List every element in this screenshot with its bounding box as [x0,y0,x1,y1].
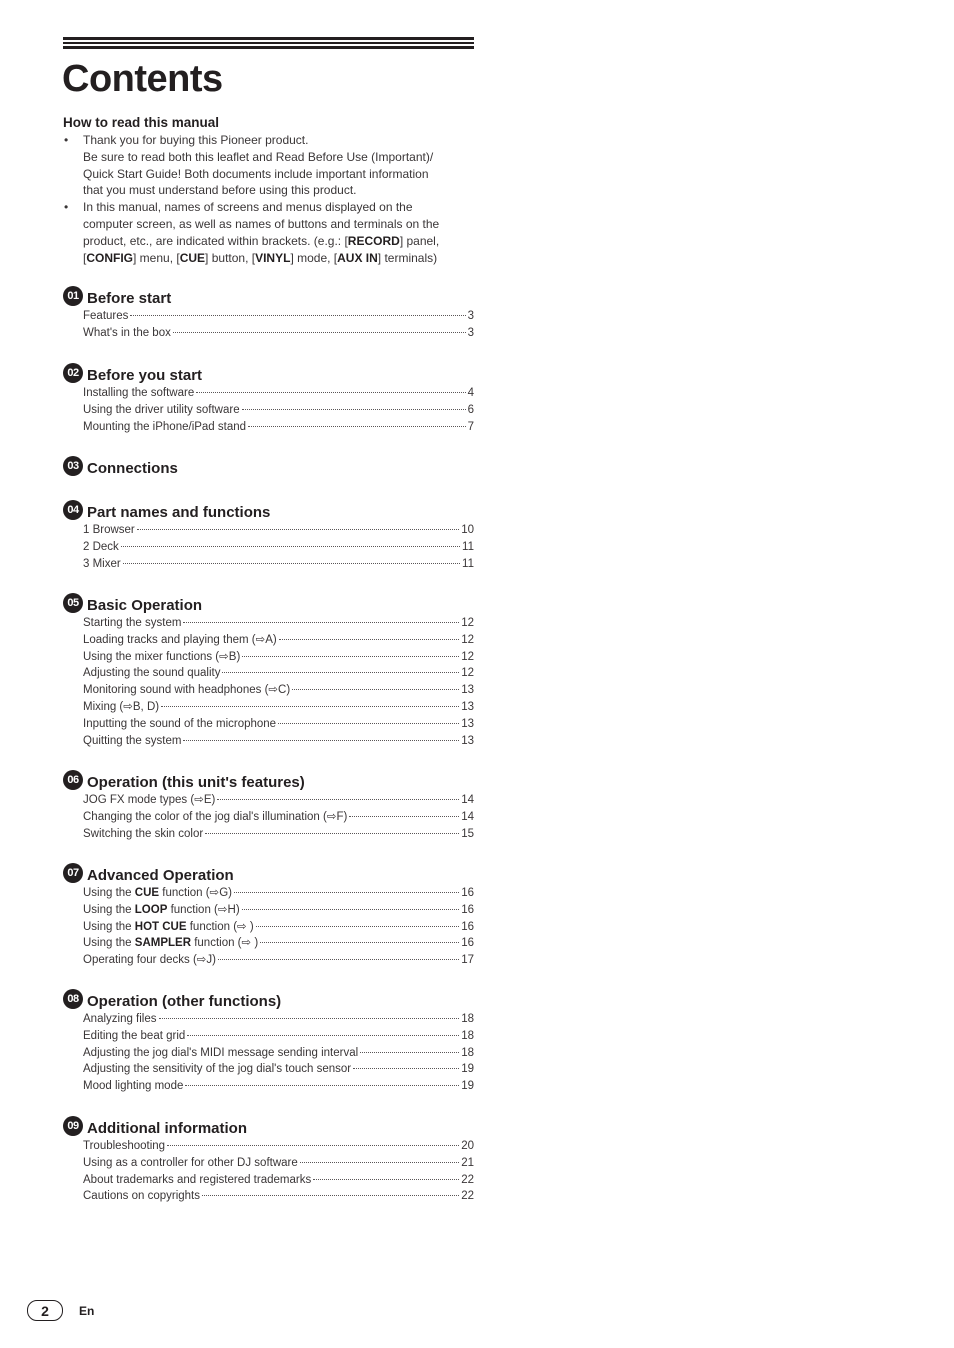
bullet-line: [CONFIG] menu, [CUE] button, [VINYL] mode, [AUX IN] terminals) [83,250,438,265]
section-number-badge: 09 [63,1116,83,1136]
section-number-badge: 03 [63,456,83,476]
toc-section-05 [63,593,474,749]
toc-section-02 [63,363,474,435]
toc-section-07 [63,863,474,969]
toc-entry[interactable]: Inputting the sound of the microphone 13 [83,717,474,730]
section-title[interactable]: Additional information [87,1119,247,1137]
toc-entry[interactable]: Adjusting the sensitivity of the jog dial's touch sensor 19 [83,1063,474,1076]
toc-entry[interactable]: Monitoring sound with headphones (⇨C) 13 [83,684,474,697]
toc-entry[interactable]: Installing the software 4 [83,387,474,399]
toc-entry[interactable]: Using the LOOP function (⇨H) 16 [83,903,474,916]
toc-entry[interactable]: Changing the color of the jog dial's illumination (⇨F) 14 [83,810,474,823]
toc-entry[interactable]: Adjusting the sound quality 12 [83,667,474,680]
toc-section-06 [63,770,474,842]
bullet-dot: • [64,200,69,215]
toc-entry[interactable]: 2 Deck 11 [83,540,474,553]
title-rule-bottom [63,46,474,49]
bullet-line: Be sure to read both this leaflet and Read Before Use (Important)/ [83,149,434,164]
how-to-read-section [63,115,474,266]
language-label: En [79,1304,95,1318]
toc-entry[interactable]: 3 Mixer 11 [83,557,474,570]
section-number-badge: 01 [63,286,83,306]
section-number-badge: 06 [63,770,83,790]
toc-entry[interactable]: Using the SAMPLER function (⇨ ) 16 [83,937,474,950]
toc-entry[interactable]: Features 3 [83,310,474,322]
bullet-line: computer screen, as well as names of buttons and terminals on the [83,216,440,231]
toc-entry[interactable]: Operating four decks (⇨J) 17 [83,954,474,967]
toc-entry[interactable]: Mounting the iPhone/iPad stand 7 [83,420,474,433]
section-title[interactable]: Part names and functions [87,503,271,521]
toc-entry[interactable]: Using as a controller for other DJ software 21 [83,1156,474,1169]
section-number-badge: 05 [63,593,83,613]
toc-entry[interactable]: JOG FX mode types (⇨E) 14 [83,794,474,806]
toc-entry[interactable]: Using the mixer functions (⇨B) 12 [83,650,474,663]
toc-entry[interactable]: Editing the beat grid 18 [83,1029,474,1042]
toc-entry[interactable]: Using the HOT CUE function (⇨ ) 16 [83,920,474,933]
bullet-line: that you must understand before using this product. [83,183,357,198]
toc-section-01 [63,286,474,342]
toc-entry[interactable]: Starting the system 12 [83,617,474,629]
toc-entry[interactable]: Quitting the system 13 [83,734,474,747]
section-title[interactable]: Before start [87,289,172,307]
bullet-line: Quick Start Guide! Both documents include important information [83,166,429,181]
toc-section-08 [63,989,474,1095]
section-title[interactable]: Operation (other functions) [87,992,282,1010]
section-title[interactable]: Advanced Operation [87,866,234,884]
toc-entry[interactable]: Using the CUE function (⇨G) 16 [83,887,474,899]
toc-entry[interactable]: About trademarks and registered trademarks 22 [83,1173,474,1186]
toc-entry[interactable]: Mixing (⇨B, D) 13 [83,700,474,713]
intro-bullet-1 [63,132,474,199]
bullet-line: product, etc., are indicated within brackets. (e.g.: [RECORD] panel, [83,233,440,248]
toc-section-04 [63,500,474,572]
page-title: Contents [62,58,223,100]
section-number-badge: 04 [63,500,83,520]
toc-entry[interactable]: Cautions on copyrights 22 [83,1190,474,1203]
section-title[interactable]: Connections [87,459,178,477]
bullet-dot: • [64,133,69,147]
toc-entry[interactable]: Analyzing files 18 [83,1013,474,1025]
section-title[interactable]: Basic Operation [87,596,203,614]
toc-entry[interactable]: Troubleshooting 20 [83,1140,474,1152]
page-number-badge: 2 [27,1300,63,1321]
section-number-badge: 02 [63,363,83,383]
section-title[interactable]: Before you start [87,366,203,384]
toc-entry[interactable]: What's in the box 3 [83,326,474,339]
toc-entry[interactable]: Loading tracks and playing them (⇨A) 12 [83,633,474,646]
title-rule-middle [63,42,474,44]
title-rule-top [63,37,474,40]
section-number-badge: 07 [63,863,83,883]
toc-entry[interactable]: Using the driver utility software 6 [83,403,474,416]
toc-entry[interactable]: Switching the skin color 15 [83,827,474,840]
section-title[interactable]: Operation (this unit's features) [87,773,305,791]
intro-bullet-2 [63,199,474,266]
toc-entry[interactable]: 1 Browser 10 [83,524,474,536]
toc-entry[interactable]: Mood lighting mode 19 [83,1080,474,1093]
toc-entry[interactable]: Adjusting the jog dial's MIDI message sending interval 18 [83,1046,474,1059]
bullet-line: Thank you for buying this Pioneer product. [83,133,309,147]
how-to-read-heading: How to read this manual [63,115,220,130]
section-number-badge: 08 [63,989,83,1009]
toc-section-03 [63,456,474,476]
bullet-line: In this manual, names of screens and menus displayed on the [83,200,413,215]
toc-section-09 [63,1116,474,1205]
